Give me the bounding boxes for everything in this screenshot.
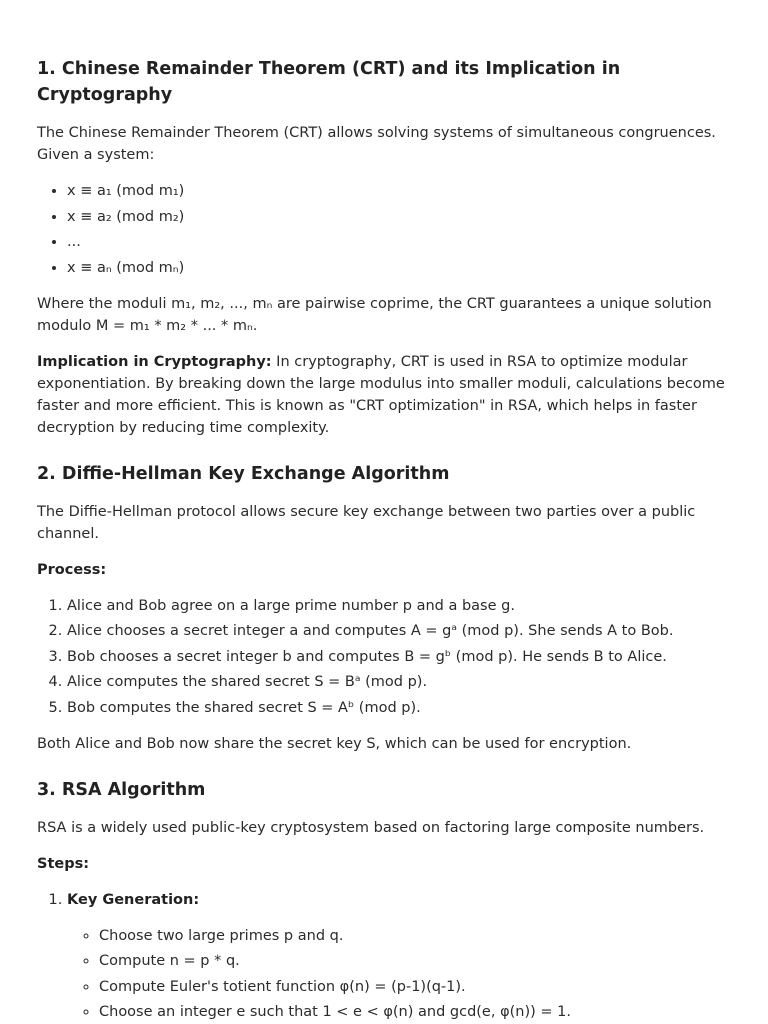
dh-process-list xyxy=(37,595,732,719)
list-item: • ... xyxy=(67,231,732,253)
list-item: ◦ Choose an integer e such that 1 < e < φ(n) and gcd(e, φ(n)) = 1. xyxy=(99,1001,732,1023)
steps-label: Steps: xyxy=(37,855,90,872)
list-item: 2. Alice chooses a secret integer a and computes A = gᵃ (mod p). She sends A to Bob. xyxy=(67,620,732,642)
dh-intro: The Diffie-Hellman protocol allows secure key exchange between two parties over a public channel. xyxy=(37,503,696,542)
congruence-list xyxy=(37,180,732,279)
process-label: Process: xyxy=(37,561,107,578)
dh-conclusion: Both Alice and Bob now share the secret key S, which can be used for encryption. xyxy=(37,735,632,752)
list-item: • x ≡ a₁ (mod m₁) xyxy=(67,180,732,202)
section-title-crt: 1. Chinese Remainder Theorem (CRT) and its Implication in Cryptography xyxy=(37,59,621,105)
rsa-intro: RSA is a widely used public-key cryptosystem based on factoring large composite numbers. xyxy=(37,819,705,836)
list-item: ◦ Compute n = p * q. xyxy=(99,950,732,972)
list-item: • x ≡ a₂ (mod m₂) xyxy=(67,206,732,228)
implication-text: In cryptography, CRT is used in RSA to optimize modular exponentiation. By breaking down the large modulus into smaller moduli, calculations become faster and more efficient. This is known as "CRT optimization" in RSA, which helps in faster decryption by reducing time complexity. xyxy=(37,353,725,436)
list-item: 4. Alice computes the shared secret S = Bᵃ (mod p). xyxy=(67,671,732,693)
list-item: • x ≡ aₙ (mod mₙ) xyxy=(67,257,732,279)
crt-moduli-text: Where the moduli m₁, m₂, ..., mₙ are pairwise coprime, the CRT guarantees a unique solution modulo M = m₁ * m₂ * ... * mₙ. xyxy=(37,295,712,334)
crt-intro: The Chinese Remainder Theorem (CRT) allows solving systems of simultaneous congruences. Given a system: xyxy=(37,125,716,163)
section-title-rsa: 3. RSA Algorithm xyxy=(37,779,206,800)
key-generation-list xyxy=(67,925,732,1024)
list-item: ◦ Choose two large primes p and q. xyxy=(99,925,732,947)
list-item: 5. Bob computes the shared secret S = Aᵇ (mod p). xyxy=(67,697,732,719)
list-item: 3. Bob chooses a secret integer b and computes B = gᵇ (mod p). He sends B to Alice. xyxy=(67,646,732,668)
list-item xyxy=(67,889,732,1024)
section-title-diffie-hellman: 2. Diffie-Hellman Key Exchange Algorithm xyxy=(37,463,450,484)
key-generation-label: Key Generation: xyxy=(67,891,200,908)
list-item: 1. Alice and Bob agree on a large prime number p and a base g. xyxy=(67,595,732,617)
crt-implication xyxy=(37,351,732,439)
rsa-steps-list xyxy=(37,889,732,1024)
list-item: ◦ Compute Euler's totient function φ(n) = (p-1)(q-1). xyxy=(99,976,732,998)
implication-label: Implication in Cryptography: xyxy=(37,353,272,370)
